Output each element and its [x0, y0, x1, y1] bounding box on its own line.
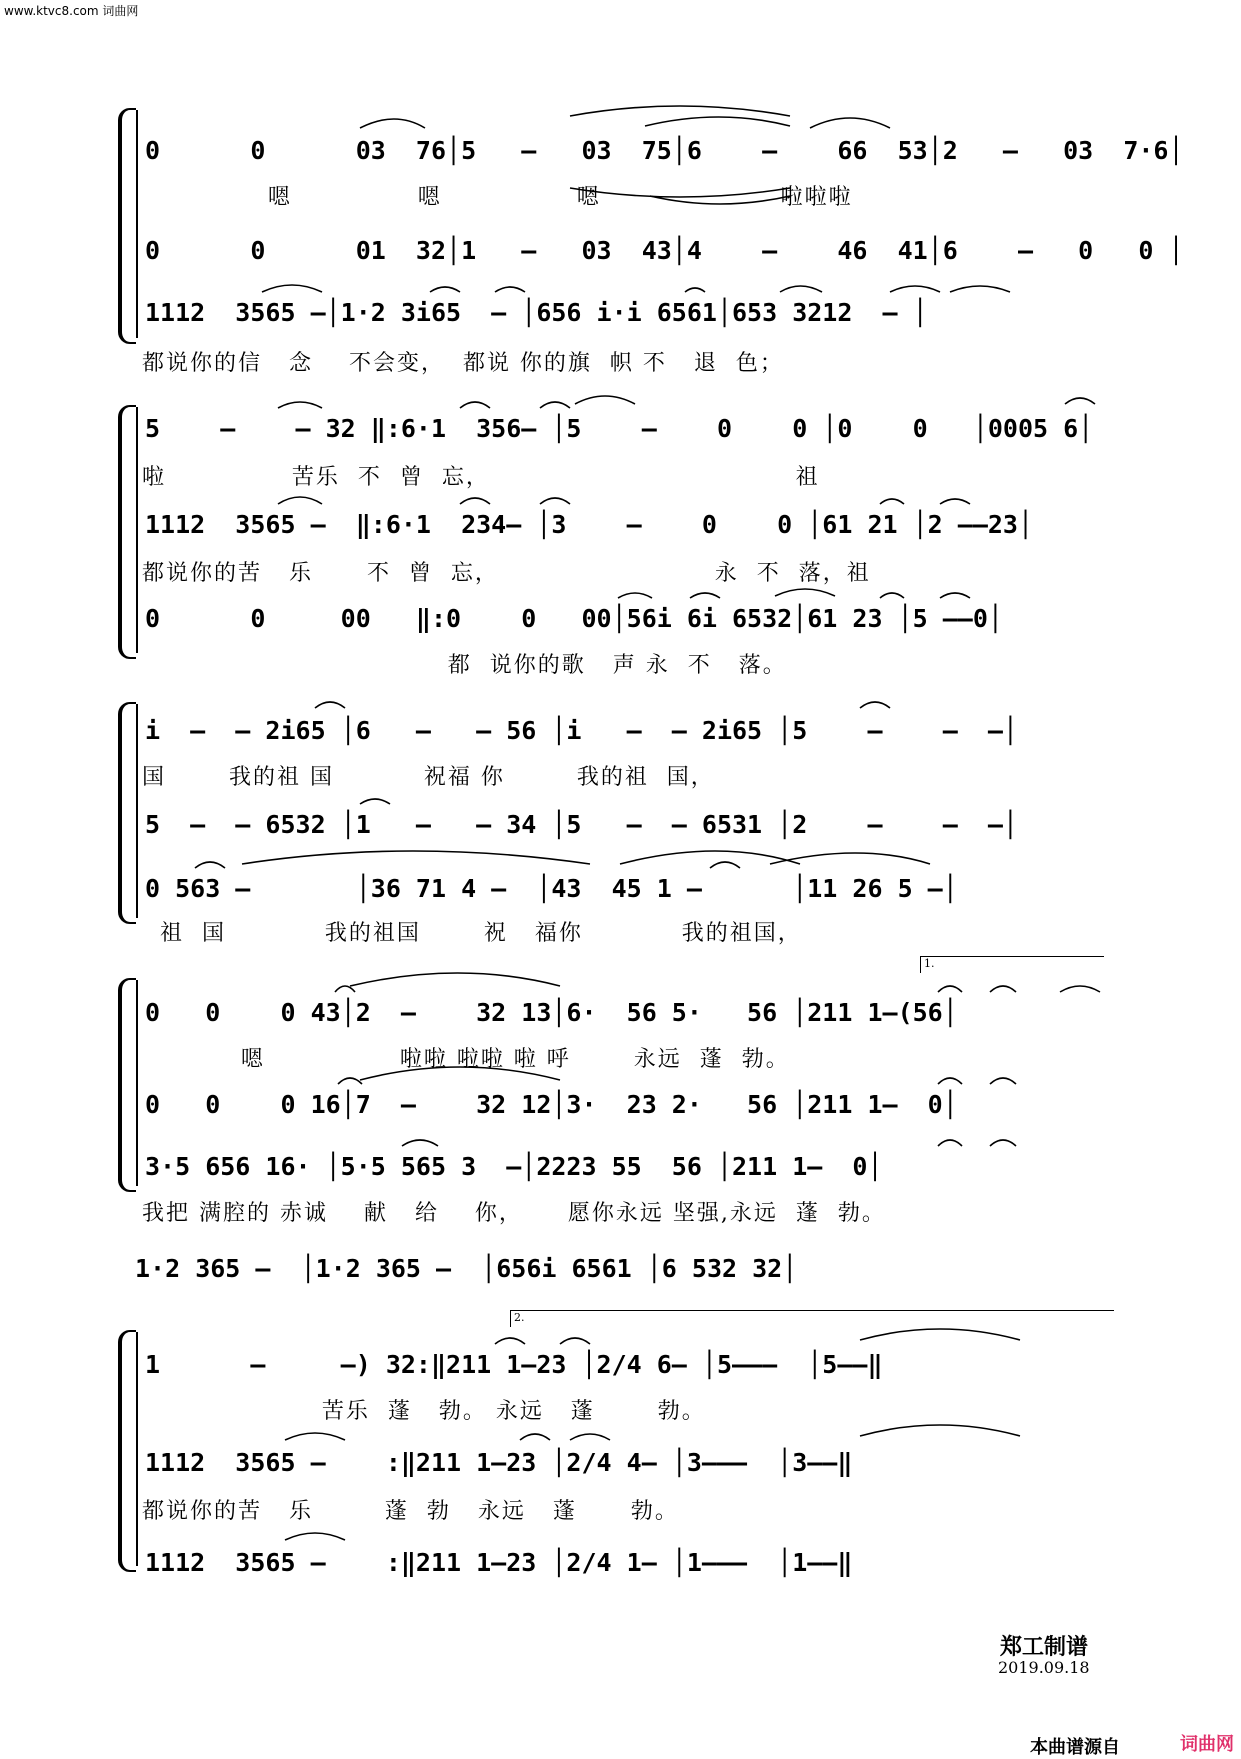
- score-row: 0 0 01 32│1 – 03 43│4 – 46 41│6 – 0 0 │: [145, 236, 1184, 265]
- score-row: 5 – – 32 ‖:6·1 356– │5 – 0 0 │0 0 │0005 6│: [145, 414, 1094, 443]
- score-row: 0 0 0 43│2 – 32 13│6· 56 5· 56 │211 1–(56│: [145, 998, 958, 1027]
- slur: [685, 288, 705, 292]
- slur: [770, 853, 930, 864]
- slur: [278, 497, 322, 504]
- slur: [938, 1078, 962, 1084]
- system-bracket: [118, 405, 136, 659]
- slur: [575, 396, 635, 404]
- system-bracket-line: [136, 1332, 138, 1566]
- slur: [242, 851, 590, 864]
- slur: [990, 986, 1016, 992]
- site-logo: 词曲网: [1180, 1734, 1234, 1755]
- slur: [690, 593, 720, 598]
- transcription-date: 2019.09.18: [998, 1658, 1090, 1677]
- lyrics-row: 都说你的苦 乐 蓬 勃 永远 蓬 勃。: [142, 1499, 679, 1524]
- score-row: 1112 3565 – :‖211 1–23 │2/4 4– │3––– │3––‖: [145, 1448, 853, 1477]
- system-bracket-line: [136, 704, 138, 918]
- score-row: 1·2 365 – │1·2 365 – │656i 6561 │6 532 32│: [135, 1254, 798, 1283]
- slur: [560, 1338, 590, 1344]
- lyrics-row: 国 我的祖 国 祝福 你 我的祖 国，: [142, 765, 715, 790]
- transcriber-credit: 郑工制谱: [1000, 1635, 1089, 1660]
- slur: [195, 862, 225, 868]
- slur: [1060, 986, 1100, 992]
- lyrics-row: 我把 满腔的 赤诚 献 给 你， 愿你永远 坚强,永远 蓬 勃。: [142, 1201, 886, 1226]
- score-row: 1 – –) 32:‖211 1–23 │2/4 6– │5––– │5––‖: [145, 1350, 883, 1379]
- score-row: 1112 3565 – :‖211 1–23 │2/4 1– │1––– │1––‖: [145, 1548, 853, 1577]
- slur: [860, 1425, 1020, 1436]
- slur: [570, 106, 790, 116]
- slur: [950, 286, 1010, 292]
- slur: [880, 499, 904, 504]
- system-bracket-line: [136, 110, 138, 338]
- slur: [890, 286, 940, 292]
- slur: [402, 1140, 438, 1146]
- slur: [780, 286, 822, 292]
- lyrics-row: 都说你的信 念 不会变， 都说 你的旗 帜 不 退 色；: [142, 351, 784, 376]
- lyrics-row: 嗯 嗯 嗯 啦啦啦: [142, 185, 853, 210]
- score-row: 0 563 – │36 71 4 – │43 45 1 – │11 26 5 –│: [145, 874, 958, 903]
- slur: [570, 1434, 610, 1440]
- slur: [940, 593, 970, 598]
- system-bracket-line: [136, 407, 138, 653]
- slur: [360, 799, 390, 804]
- header-site-url: www.ktvc8.com 词曲网: [4, 4, 139, 18]
- slur: [810, 118, 890, 128]
- score-row: 5 – – 6532 │1 – – 34 │5 – – 6531 │2 – – –│: [145, 810, 1018, 839]
- lyrics-row: 都说你的苦 乐 不 曾 忘， 永 不 落，祖: [142, 561, 871, 586]
- slur: [860, 702, 890, 708]
- slur: [938, 1140, 962, 1146]
- volta-second-ending: 2.: [510, 1310, 1114, 1327]
- system-bracket-line: [136, 980, 138, 1186]
- score-row: 1112 3565 –│1·2 3i65 – │656 i·i 6561│653 3212 – │: [145, 298, 928, 327]
- score-row: 1112 3565 – ‖:6·1 234– │3 – 0 0 │61 21 │2 ––23│: [145, 510, 1034, 539]
- score-row: 0 0 00 ‖:0 0 00│56i 6i 6532│61 23 │5 ––0│: [145, 604, 1003, 633]
- slur: [938, 986, 962, 992]
- score-row: 0 0 0 16│7 – 32 12│3· 23 2· 56 │211 1– 0│: [145, 1090, 958, 1119]
- source-note: 本曲谱源自: [1030, 1737, 1120, 1758]
- slur: [460, 402, 490, 408]
- slur: [350, 973, 560, 986]
- slur: [860, 1329, 1020, 1340]
- slur: [495, 287, 525, 292]
- slur: [285, 1533, 345, 1540]
- system-bracket: [118, 108, 136, 344]
- slur: [710, 862, 740, 868]
- slur: [620, 851, 800, 864]
- lyrics-row: 嗯 啦啦 啦啦 啦 呼 永远 蓬 勃。: [142, 1047, 790, 1072]
- slur: [285, 1433, 345, 1440]
- score-row: 3·5 656 16· │5·5 565 3 –│2223 55 56 │211 1– 0│: [145, 1152, 883, 1181]
- slur: [335, 986, 355, 992]
- slur: [880, 593, 904, 598]
- slur: [645, 117, 790, 126]
- slur: [990, 1140, 1016, 1146]
- system-bracket: [118, 978, 136, 1192]
- slur: [315, 702, 345, 708]
- slur: [360, 119, 425, 128]
- volta-first-ending: 1.: [920, 956, 1104, 973]
- slur: [618, 593, 652, 598]
- slur: [1065, 398, 1095, 404]
- slur: [940, 499, 970, 504]
- slur: [775, 589, 835, 596]
- score-row: 0 0 03 76│5 – 03 75│6 – 66 53│2 – 03 7·6│: [145, 136, 1184, 165]
- slur: [460, 498, 490, 504]
- system-bracket: [118, 702, 136, 924]
- slur: [520, 1434, 550, 1440]
- slur: [262, 285, 322, 292]
- lyrics-row: 苦乐 蓬 勃。 永远 蓬 勃。: [142, 1399, 706, 1424]
- lyrics-row: 啦 苦乐 不 曾 忘， 祖: [142, 465, 820, 490]
- system-bracket: [118, 1330, 136, 1572]
- slur: [990, 1078, 1016, 1084]
- lyrics-row: 祖 国 我的祖国 祝 福你 我的祖国，: [142, 921, 802, 946]
- slur: [495, 1338, 525, 1344]
- lyrics-row: 都 说你的歌 声 永 不 落。: [142, 653, 787, 678]
- slur: [430, 287, 460, 292]
- slur: [278, 402, 322, 408]
- score-row: i – – 2i65 │6 – – 56 │i – – 2i65 │5 – – –│: [145, 716, 1018, 745]
- slur: [338, 1078, 362, 1084]
- slur: [540, 402, 570, 408]
- slur: [540, 498, 570, 504]
